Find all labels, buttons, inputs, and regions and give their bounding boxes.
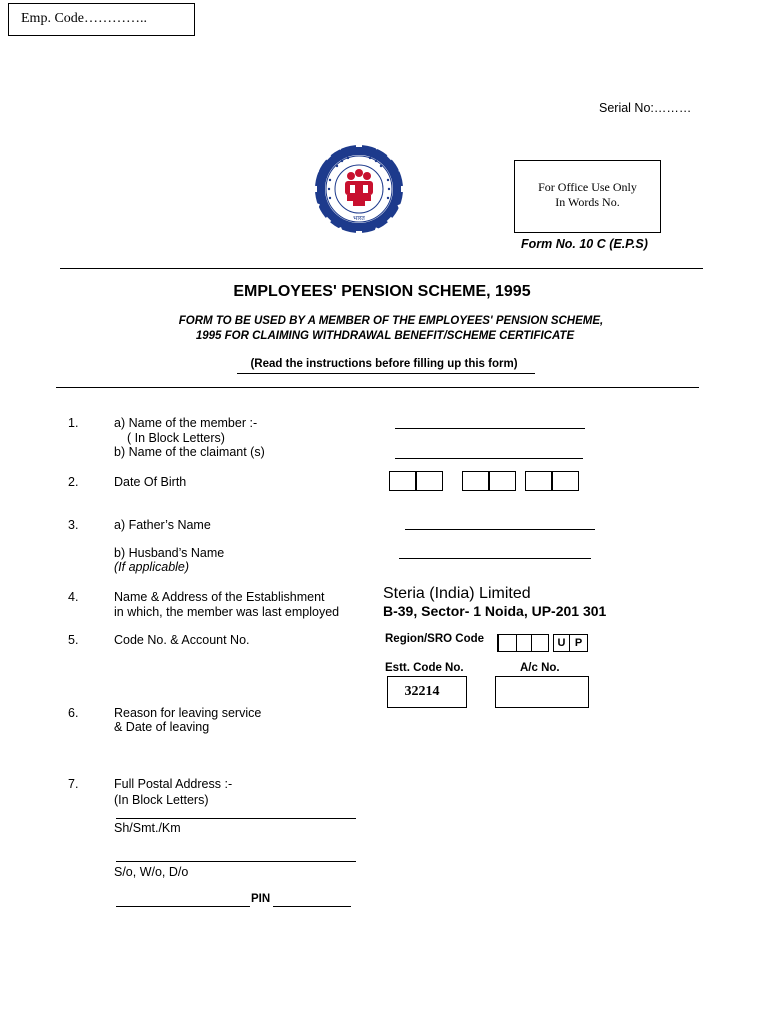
code-account-label: Code No. & Account No. xyxy=(114,633,250,647)
block-letters-note: ( In Block Letters) xyxy=(127,431,225,445)
sh-smt-km-label: Sh/Smt./Km xyxy=(114,821,181,835)
form-number: Form No. 10 C (E.P.S) xyxy=(521,237,648,251)
postal-address-label: Full Postal Address :- xyxy=(114,777,233,791)
page-title: EMPLOYEES' PENSION SCHEME, 1995 xyxy=(233,283,531,300)
item-number-2: 2. xyxy=(68,475,79,489)
office-use-line2: In Words No. xyxy=(555,195,620,209)
region-sro-label: Region/SRO Code xyxy=(385,633,485,645)
father-name-field[interactable] xyxy=(405,529,595,530)
address-line-2[interactable] xyxy=(116,861,356,862)
subtitle-line2: 1995 FOR CLAIMING WITHDRAWAL BENEFIT/SCHEME CERTIFICATE xyxy=(195,330,575,342)
dob-label: Date Of Birth xyxy=(114,475,187,489)
postal-block-letters-note: (In Block Letters) xyxy=(114,793,209,807)
region-code-boxes[interactable] xyxy=(497,634,590,652)
leaving-reason-label-line1: Reason for leaving service xyxy=(114,706,262,720)
instructions-note: (Read the instructions before filling up this form) xyxy=(250,358,518,370)
pin-label: PIN xyxy=(251,893,271,905)
logo-text: भारत xyxy=(353,215,365,222)
item-number-6: 6. xyxy=(68,706,79,720)
establishment-label-line2: in which, the member was last employed xyxy=(114,605,340,619)
dob-day-boxes[interactable] xyxy=(389,471,445,491)
instructions-underline xyxy=(237,373,535,374)
establishment-name: Steria (India) Limited xyxy=(383,585,531,602)
leaving-reason-label-line2: & Date of leaving xyxy=(114,720,210,734)
address-line-1[interactable] xyxy=(116,818,356,819)
serial-no: Serial No:……… xyxy=(599,101,692,115)
establishment-address: B-39, Sector- 1 Noida, UP-201 301 xyxy=(383,603,607,619)
region-code-p: P xyxy=(569,634,588,652)
if-applicable-note: (If applicable) xyxy=(114,560,190,574)
relation-label: S/o, W/o, D/o xyxy=(114,865,189,879)
item-number-5: 5. xyxy=(68,633,79,647)
estt-code-value: 32214 xyxy=(404,684,440,699)
estt-code-box[interactable] xyxy=(387,676,467,708)
ac-no-label: A/c No. xyxy=(520,662,560,674)
ac-no-box[interactable] xyxy=(495,676,589,708)
epfo-logo xyxy=(311,140,407,238)
member-name-field[interactable] xyxy=(395,428,585,429)
estt-code-label: Estt. Code No. xyxy=(385,662,464,674)
subtitle-line1: FORM TO BE USED BY A MEMBER OF THE EMPLOYEES' PENSION SCHEME, xyxy=(178,315,604,327)
item-number-1: 1. xyxy=(68,416,79,430)
pin-field[interactable] xyxy=(273,906,351,907)
emp-code-box[interactable] xyxy=(8,3,195,36)
item-number-7: 7. xyxy=(68,777,79,791)
office-use-line1: For Office Use Only xyxy=(538,180,637,194)
establishment-label-line1: Name & Address of the Establishment xyxy=(114,590,325,604)
address-line-3[interactable] xyxy=(116,906,250,907)
father-name-label: a) Father’s Name xyxy=(114,518,211,532)
item-number-4: 4. xyxy=(68,590,79,604)
claimant-name-field[interactable] xyxy=(395,458,583,459)
office-use-box xyxy=(514,160,661,233)
husband-name-label: b) Husband’s Name xyxy=(114,546,225,560)
dob-year-boxes[interactable] xyxy=(525,471,581,491)
member-name-label: a) Name of the member :- xyxy=(114,416,258,430)
epfo-logo-icon xyxy=(311,140,407,238)
dob-month-boxes[interactable] xyxy=(462,471,518,491)
region-code-u: U xyxy=(553,634,570,652)
claimant-name-label: b) Name of the claimant (s) xyxy=(114,445,265,459)
husband-name-field[interactable] xyxy=(399,558,591,559)
emp-code-label: Emp. Code………….. xyxy=(21,11,147,26)
item-number-3: 3. xyxy=(68,518,79,532)
top-divider xyxy=(60,268,703,269)
title-divider xyxy=(56,387,699,388)
